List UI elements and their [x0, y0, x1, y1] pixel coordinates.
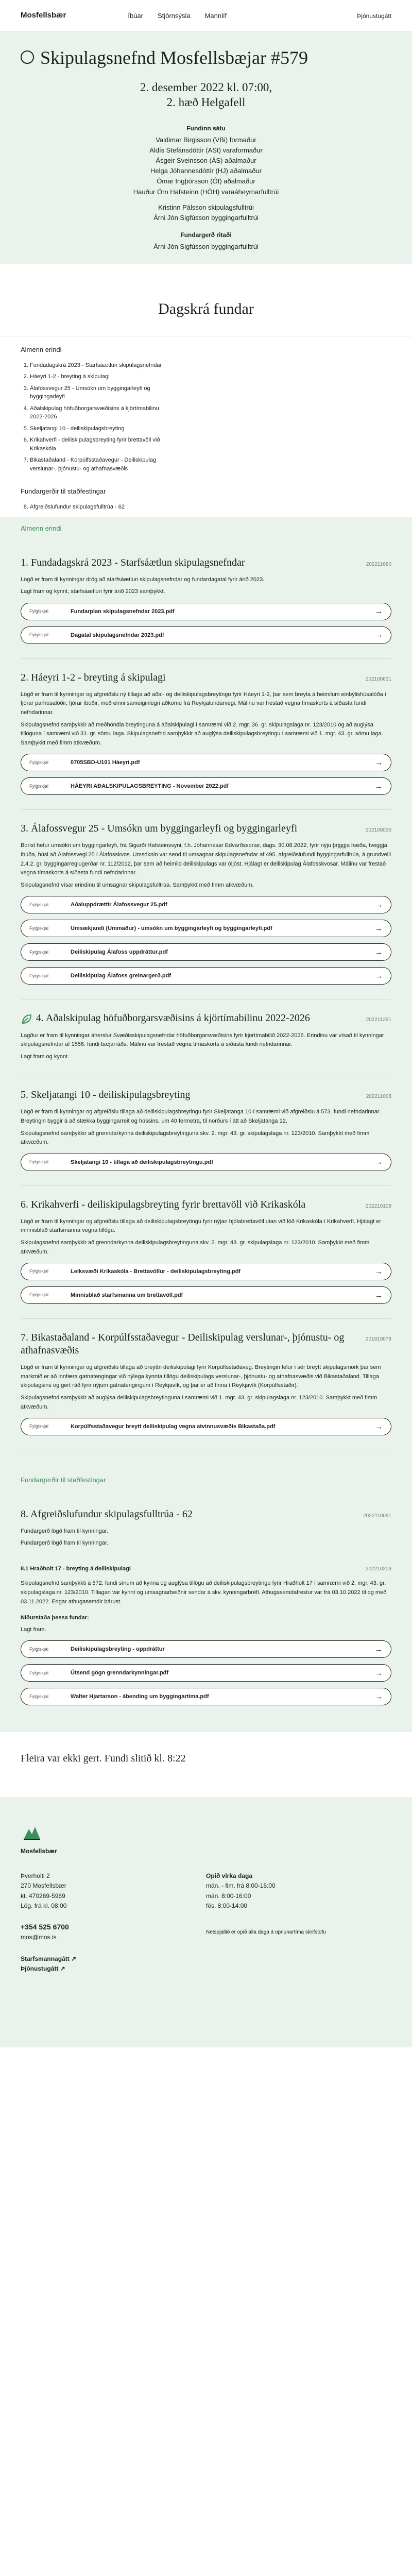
attendees-title: Fundinn sátu	[186, 124, 226, 132]
toc-item[interactable]: 5. Skeljatangi 10 - deiliskipulagsbreyting	[30, 425, 164, 433]
open-hours-line: mán. - fim. frá 8:00-16:00	[206, 1882, 276, 1890]
attachment-link[interactable]	[21, 1286, 391, 1304]
footer-link-staff[interactable]: Starfsmannagátt ↗	[21, 1955, 77, 1962]
arrow-right-icon: →	[375, 900, 383, 909]
toc-minutes-title: Fundargerðir til staðfestingar	[21, 487, 106, 496]
toc-item[interactable]: 2. Háeyri 1-2 - breyting á skipulagi	[30, 372, 164, 381]
case-number: 202108030	[365, 827, 391, 834]
case-conclusion: Skipulagsnefnd samþykkir að auglýsa deiliskipulagsbreytinguna í samræmi við 1. mgr. 43. gr. skipulagslaga nr. 123/2010. Samþykkt með fimm atkvæðum.	[21, 1395, 377, 1410]
attendees-list	[21, 135, 391, 223]
attendee: Valdimar Birgisson (VBi) formaður	[156, 135, 256, 144]
case-number: 202211008	[366, 1094, 391, 1100]
attachment-name: Útsend gögn grenndarkynningar.pdf	[71, 1670, 169, 1676]
case-body: Lagður er fram til kynningar áherslur Svæðisskipulagsnefndar höfuðborgarsvæðisins fyrir kjörtímabilið 2022-2026. Erindinu var vísað til kynningar skipulagsnefndar af 1556. fundi bæjarráðs. Málinu var frestað vegna tímaskorts á síðasta fundi nefndarinnar.	[21, 1032, 384, 1048]
case-title: 6. Krikahverfi - deiliskipulagsbreyting fyrir brettavöll við Krikaskóla	[21, 1198, 306, 1210]
conclusion-text: Lagt fram.	[21, 1626, 46, 1633]
toc-item[interactable]: 6. Krikahverfi - deiliskipulagsbreyting fyrir brettavöll við Krikaskóla	[30, 436, 164, 453]
top-bar	[0, 0, 412, 32]
attachment-name: Walter Hjartarson - ábending um byggingartíma.pdf	[71, 1693, 209, 1700]
general-cases	[0, 517, 412, 1463]
case-title: 4. Aðalskipulag höfuðborgarsvæðisins á kjörtímabilinu 2022-2026	[36, 1012, 310, 1024]
chat-note: Netspjallið er opið alla daga á opnunartíma skrifstofu	[206, 1929, 326, 1936]
site-logo[interactable]: Mosfellsbær	[21, 11, 66, 20]
footer-hours	[206, 1871, 360, 1974]
case-number: 202210108	[365, 1203, 391, 1209]
case-number: 202108631	[365, 676, 391, 682]
footer-address-line: 270 Mosfellsbær	[21, 1882, 66, 1890]
site-footer	[0, 1797, 412, 2047]
case-body: Borist hefur umsókn um byggingarleyfi, frá Sigurði Hafsteinssyni, f.h. Jóhannesar Edvarðssonar, dags. 30.08.2022, fyrir nýju þrjggja hæða, tveggja íbúða, húsi að Álafossvegi 25 í Álafosskvos. Umsóknin var send til umsagnar skipulagsnefndar af 495. afgreiðslufundi byggingarfulltrúa, á grundvelli 2.4.2. gr. byggingarreglugerðar nr. 112/2012, þar sem að heimild deiliskipulags var óljóst. Hjálagt er deiliskipulag Álafosskvosar. Málinu var frestað vegna tímaskorts á síðasta fundi nefndarinnar.	[21, 842, 391, 876]
case-body: Lögð er fram til kynningar og afgreiðslu ný tillaga að aðal- og deiliskipulagsbreytingu fyrir Háeyri 1-2, þar sem breyta á heimilum einbýlishúsalóða í fjórar parhúsalóðir, fjórar íbúðir, með einni sameiginlegri aðkomu frá Reykjalundarvegi. Málinu var frestað vegna tímaskorts á síðasta fundi nefndarinnar.	[21, 691, 386, 716]
attachment-name: 0705SBD-U101 Háeyri.pdf	[71, 759, 140, 766]
attachment-link[interactable]	[21, 1640, 391, 1658]
case-title: 8. Afgreiðslufundur skipulagsfulltrúa - 62	[21, 1508, 193, 1520]
attachment-name: Minnisblað starfsmanna um brettavöll.pdf	[71, 1292, 183, 1298]
arrow-right-icon: →	[375, 782, 383, 791]
footer-address-line: Lög. frá kl. 08:00	[21, 1902, 67, 1909]
arrow-right-icon: →	[375, 1692, 383, 1701]
section-label-general: Almenn erindi	[21, 524, 62, 533]
case-number: 202210209	[365, 1566, 391, 1572]
meeting-header	[0, 32, 412, 264]
attachment-tag: Fylgiskjal	[29, 1159, 49, 1165]
case-item	[21, 999, 391, 1076]
case-body: Fundargerð lögð fram til kynningar.	[21, 1528, 108, 1534]
case-item	[21, 1076, 391, 1185]
agenda-toc	[0, 336, 412, 517]
attachment-tag: Fylgiskjal	[29, 1268, 49, 1274]
case-item	[21, 810, 391, 999]
arrow-right-icon: →	[375, 971, 383, 980]
attachment-link[interactable]	[21, 777, 391, 795]
toc-item[interactable]: 3. Álafossvegur 25 - Umsókn um byggingarleyfi og byggingarleyfi	[30, 384, 164, 401]
toc-item[interactable]: 8. Afgreiðslufundur skipulagsfulltrúa - 62	[30, 503, 164, 512]
attachment-name: Deiliskipulag Álafoss greinargerð.pdf	[71, 973, 171, 979]
case-body: Lögð er fram til kynningar og afgreiðslu tillaga að breyttri deiliskipulagi fyrir Korpúlfsstaðaveg. Breytingin felur í sér breytt skipulagsmörk þar sem markmið er að innfæra gatnatengingar við nýlega kynnta tillögu deiliskipulags verslunar-, þjónustu- og athafnasvæðis við Bikastaðaland. Tillaga skipulagsins og gert ráð fyrir nýjum gatnatengingum í Reykjavík, og þar er að finna í Reykjavík (Korpúlfsstaðir).	[21, 1364, 381, 1389]
arrow-right-icon: →	[375, 631, 383, 640]
case-body: Lögð er fram til kynningar drög að starfsáætlun skipulagsnefndar og fundardagatal fyrir árið 2023.	[21, 576, 265, 583]
seal-icon	[21, 50, 34, 64]
case-title: 5. Skeljatangi 10 - deiliskipulagsbreyting	[21, 1089, 191, 1101]
footer-contact	[21, 1871, 206, 1974]
open-hours-line: mán. 8:00-16:00	[206, 1892, 251, 1900]
nav-item-mannlif[interactable]: Mannlíf	[204, 11, 227, 20]
case-conclusion: Skipulagsnefnd samþykkir að meðhöndla breytinguna á aðalskipulagi í samræmi við 2. mgr. 36. gr. skipulagslaga nr. 123/2010 og að auglýsa tillöguna í samræmi við 31. gr. sömu laga. Skipulagsnefnd samþykkir að auglýsa deiliskipulagsbreytingu í samræmi við 1. mgr. 43. gr. sömu laga. Samþykkt með fimm atkvæðum.	[21, 721, 383, 746]
case-title: 1. Fundadagskrá 2023 - Starfsáætlun skipulagsnefndar	[21, 556, 245, 568]
case-item	[21, 544, 391, 659]
section-label-confirm: Fundargerðir til staðfestingar	[21, 1476, 106, 1484]
footer-email[interactable]: mos@mos.is	[21, 1934, 57, 1941]
case-number: 201910079	[365, 1336, 391, 1343]
attachment-name: Aðaluppdrættir Álafossvegur 25.pdf	[71, 902, 167, 908]
leaf-icon	[21, 1013, 33, 1025]
case-conclusion: Skipulagsnefnd vísar erindinu til umsagnar skipulagsfulltrúa. Samþykkt með fimm atkvæðum.	[21, 882, 254, 888]
meeting-meta	[21, 80, 391, 110]
attachment-link[interactable]	[21, 896, 391, 913]
attachment-tag: Fylgiskjal	[29, 1423, 49, 1429]
arrow-right-icon: →	[375, 924, 383, 933]
minutes-cases	[0, 1463, 412, 1732]
case-number: 202211291	[366, 1017, 391, 1023]
toc-item[interactable]: 4. Aðalskipulag höfuðborgarsvæðisins á kjörtímabilinu 2022-2026	[30, 404, 164, 421]
attachment-link[interactable]	[21, 1154, 391, 1171]
attachment-name: Korpúlfsstaðavegur breytt deiliskipulag vegna atvinnusvæðis Bikastaða.pdf	[71, 1423, 276, 1430]
agenda-title: Dagskrá fundar	[158, 300, 254, 318]
case-item	[21, 659, 391, 810]
toc-item[interactable]: 7. Bikastaðaland - Korpúlfsstaðavegur - Deiliskipulag verslunar-, þjónustu- og athafnasvæðis	[30, 456, 164, 473]
meeting-closing: Fleira var ekki gert. Fundi slitið kl. 8:22	[21, 1753, 186, 1765]
footer-address-line: Þverholti 2	[21, 1872, 50, 1880]
toc-minutes-list	[21, 503, 391, 512]
case-number: 2022110091	[363, 1513, 391, 1519]
attachment-name: Deiliskipulagsbreyting - uppdráttur	[71, 1646, 165, 1653]
attachment-tag: Fylgiskjal	[29, 783, 49, 789]
attachment-tag: Fylgiskjal	[29, 1646, 49, 1652]
case-item	[21, 1496, 391, 1720]
agenda-heading	[0, 264, 412, 336]
case-conclusion: Skipulagsnefnd samþykkir að grenndarkynna deiliskipulagsbreytinguna skv. 2. mgr. 43. gr. skipulagslaga nr. 123/2010. Samþykkt með fimm atkvæðum.	[21, 1130, 370, 1146]
subcase-title: 8.1 Hraðholt 17 - breyting á deiliskipulagi	[21, 1565, 131, 1572]
arrow-right-icon: →	[375, 1668, 383, 1677]
case-title: 3. Álafossvegur 25 - Umsókn um byggingarleyfi og byggingarleyfi	[21, 823, 298, 835]
attachment-name: Dagatal skipulagsnefndar 2023.pdf	[71, 632, 164, 638]
footer-brand: Mosfellsbær	[21, 1848, 57, 1855]
case-number: 202211680	[366, 561, 391, 567]
attachment-name: HÁEYRI AÐALSKIPULAGSBREYTING - November 2022.pdf	[71, 783, 229, 790]
toc-list	[21, 361, 391, 473]
attachment-tag: Fylgiskjal	[29, 632, 49, 638]
attachment-tag: Fylgiskjal	[29, 1670, 49, 1675]
attachment-link[interactable]	[21, 967, 391, 985]
attachment-name: Leiksvæði Krikaskóla - Brettavöllur - deiliskipulagsbreyting.pdf	[71, 1268, 241, 1275]
minutes-by: Árni Jón Sigfússon byggingarfulltrúi	[153, 242, 259, 250]
subcase-body: Skipulagsnefnd samþykkti á 572. fundi sínum að kynna og auglýsa tillögu að deiliskipulagsbreytingu fyrir Hraðholt 17 í samræmi við 2. mgr. 43. gr. skipulagslaga nr. 123/2010. Tillagan var kynnt og umsagnarbeiðnir sendar á skv. kynningarbréfi. Athugasemdafrestur var frá 03.10.2022 til og með 03.11.2022. Engar athugasemdir bárust.	[21, 1580, 387, 1605]
attendee: Hauður Örn Hafsteinn (HÖH) varaáheyrnarfulltrúi	[133, 188, 279, 196]
mosfellsbaer-logo-icon	[21, 1821, 43, 1843]
attachment-link[interactable]	[21, 1418, 391, 1435]
meeting-date: 2. desember 2022 kl. 07:00,	[140, 81, 272, 94]
attachment-tag: Fylgiskjal	[29, 759, 49, 765]
case-body: Lögð er fram til kynningar og afgreiðslu tillaga að deiliskipulagsbreytingu fyrir nýjan hjólabrettavöll utan við lóð Krikaskóla í Krikahverfi. Hjálagt er minnisblað starfsmanna vegna tillögu.	[21, 1218, 382, 1234]
attachment-tag: Fylgiskjal	[29, 608, 49, 614]
arrow-right-icon: →	[375, 1291, 383, 1300]
page-title: Skipulagsnefnd Mosfellsbæjar #579	[40, 47, 308, 68]
arrow-right-icon: →	[375, 607, 383, 616]
attachment-tag: Fylgiskjal	[29, 949, 49, 955]
attachment-link[interactable]	[21, 1688, 391, 1705]
attachment-link[interactable]	[21, 603, 391, 620]
nav-item-ibuar[interactable]: Íbúar	[128, 11, 143, 20]
arrow-right-icon: →	[375, 758, 383, 767]
attachment-tag: Fylgiskjal	[29, 1693, 49, 1699]
attachment-name: Umsækjandi (Ummaður) - umsókn um byggingarleyfi og byggingarleyfi.pdf	[71, 925, 272, 932]
toc-item[interactable]: 1. Fundadagskrá 2023 - Starfsáætlun skipulagsnefndar	[30, 361, 164, 370]
attachment-link[interactable]	[21, 1263, 391, 1280]
staff-member: Árni Jón Sigfússon byggingarfulltrúi	[153, 213, 259, 222]
case-body: Lögð er fram til kynningar og afgreiðslu tillaga að deiliskipulagsbreytingu fyrir Skeljatanga 10 í samræmi við afgreiðslu á 573. fundi nefndarinnar. Breytingin byggir á að stækka byggingarreit og hússins, um 40 fermetra, til norðurs í átt að Skeljatanga 12.	[21, 1109, 381, 1125]
attachment-name: Deiliskipulag Álafoss uppdráttur.pdf	[71, 949, 168, 956]
attachment-tag: Fylgiskjal	[29, 1292, 49, 1298]
attachment-link[interactable]	[21, 1664, 391, 1682]
case-conclusion: Lagt fram og kynnt, starfsáætlun fyrir árið 2023 samþykkt.	[21, 588, 165, 595]
case-title: 2. Háeyri 1-2 - breyting á skipulagi	[21, 671, 166, 683]
minutes-by-title: Fundargerð ritaði	[180, 231, 232, 239]
arrow-right-icon: →	[375, 1645, 383, 1654]
attachment-tag: Fylgiskjal	[29, 973, 49, 978]
attendee: Helga Jóhannesdóttir (HJ) aðalmaður	[150, 167, 262, 175]
open-hours-line: fös. 8:00-14:00	[206, 1902, 248, 1909]
case-title: 7. Bikastaðaland - Korpúlfsstaðavegur - Deiliskipulag verslunar-, þjónustu- og athafnasvæðis	[21, 1332, 345, 1357]
main-nav	[128, 11, 227, 21]
attendee: Aldís Stefánsdóttir (ASt) varaformaður	[149, 146, 263, 154]
page-title-row	[21, 47, 391, 68]
case-conclusion: Lagt fram og kynnt.	[21, 1053, 70, 1060]
arrow-right-icon: →	[375, 1267, 383, 1276]
attachment-link[interactable]	[21, 626, 391, 644]
meeting-location: 2. hæð Helgafell	[166, 96, 246, 109]
arrow-right-icon: →	[375, 947, 383, 957]
attachment-name: Fundarplan skipulagsnefndar 2023.pdf	[71, 608, 175, 615]
attachment-link[interactable]	[21, 754, 391, 771]
toc-general-title: Almenn erindi	[21, 346, 62, 354]
attachment-tag: Fylgiskjal	[29, 902, 49, 907]
arrow-right-icon: →	[375, 1158, 383, 1167]
case-item	[21, 1186, 391, 1319]
attachment-link[interactable]	[21, 943, 391, 961]
case-conclusion: Skipulagsnefnd samþykkir að grenndarkynna deiliskipulagsbreytinguna skv. 2. mgr. 43. gr. skipulagslaga nr. 123/2010. Samþykkt með fimm atkvæðum.	[21, 1240, 370, 1255]
attachment-link[interactable]	[21, 920, 391, 937]
footer-link-portal[interactable]: Þjónustugátt ↗	[21, 1964, 65, 1972]
case-item	[21, 1319, 391, 1450]
service-portal-link[interactable]: Þjónustugátt	[357, 12, 391, 20]
footer-phone[interactable]: +354 525 6700	[21, 1923, 69, 1931]
conclusion-title: Niðurstaða þessa fundar:	[21, 1615, 89, 1621]
staff-member: Kristinn Pálsson skipulagsfulltrúi	[158, 203, 254, 211]
attachment-tag: Fylgiskjal	[29, 925, 49, 931]
attendee: Ásgeir Sveinsson (ÁS) aðalmaður	[156, 157, 256, 165]
footer-address-line: kt. 470269-5969	[21, 1892, 65, 1900]
case-body: Fundargerð lögð fram til kynningar.	[21, 1540, 108, 1547]
attachment-name: Skeljatangi 10 - tillaga að deiliskipulagsbreytingu.pdf	[71, 1159, 213, 1165]
open-hours-title: Opið virka daga	[206, 1872, 253, 1880]
nav-item-stjornsysla[interactable]: Stjórnsýsla	[158, 11, 191, 20]
attendee: Ómar Ingþórsson (ÓI) aðalmaður	[157, 177, 255, 185]
arrow-right-icon: →	[375, 1422, 383, 1431]
